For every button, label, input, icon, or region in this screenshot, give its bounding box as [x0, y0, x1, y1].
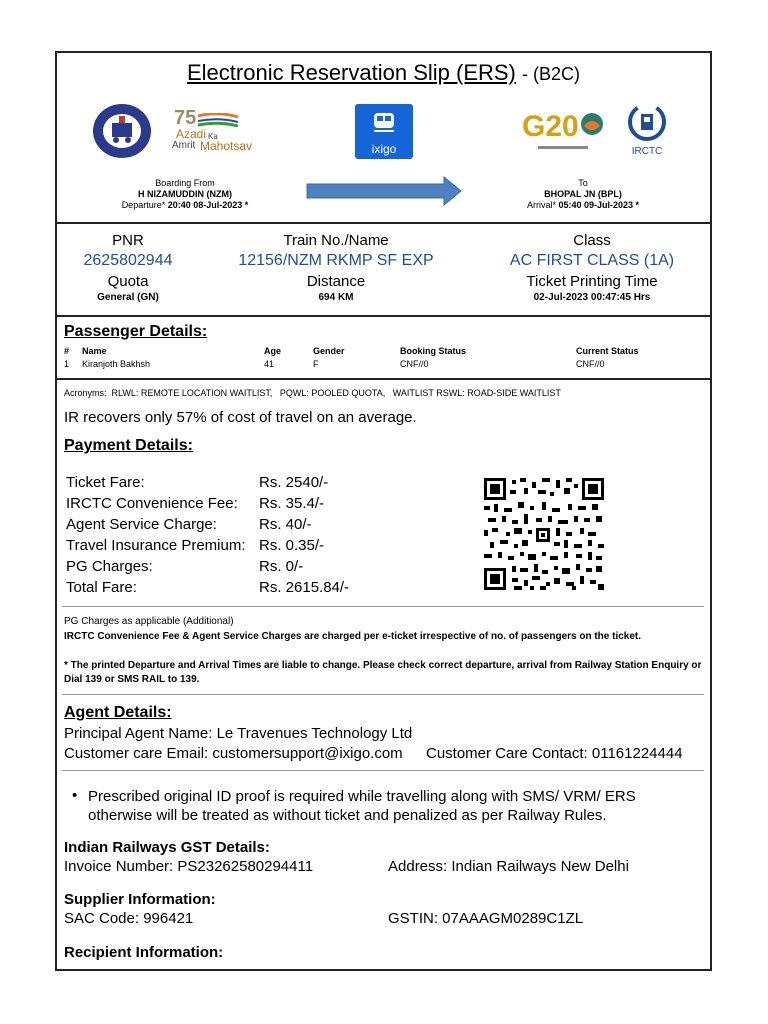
- pnr-label: PNR: [112, 232, 144, 249]
- class-label: Class: [573, 232, 611, 249]
- passenger-cell: 41: [264, 359, 275, 369]
- title-main: Electronic Reservation Slip (ERS): [186, 60, 516, 85]
- destination-block: [488, 178, 678, 211]
- passenger-cell: CNF//0: [400, 359, 429, 369]
- sac-code: SAC Code: 996421: [64, 910, 194, 927]
- qr-code-icon: [484, 478, 604, 590]
- cost-note: IR recovers only 57% of cost of travel on an average.: [64, 409, 417, 426]
- train-label: Train No./Name: [283, 232, 389, 249]
- pnr-value: 2625802944: [83, 252, 173, 269]
- convenience-fee-note: IRCTC Convenience Fee & Agent Service Charges are charged per e-ticket irrespective of no. of passengers on the ticket.: [64, 631, 642, 642]
- payment-label: Ticket Fare:: [66, 474, 145, 491]
- payment-value: Rs. 40/-: [259, 516, 312, 533]
- distance-value: 694 KM: [318, 292, 354, 303]
- passenger-col-gender: Gender: [313, 346, 345, 356]
- distance-label: Distance: [306, 273, 366, 290]
- indian-railways-logo: [92, 103, 152, 159]
- quota-label: Quota: [107, 273, 149, 290]
- print-time-value: 02-Jul-2023 00:47:45 Hrs: [533, 292, 651, 303]
- divider: [56, 222, 711, 224]
- recipient-heading: Recipient Information:: [64, 944, 224, 961]
- passenger-cell: CNF//0: [576, 359, 605, 369]
- passenger-col-current-status: Current Status: [576, 346, 639, 356]
- payment-value: Rs. 2540/-: [259, 474, 329, 491]
- divider: [62, 770, 704, 771]
- arrival-label: Arrival*: [526, 200, 556, 210]
- payment-label: Total Fare:: [66, 579, 137, 596]
- destination-station: BHOPAL JN (BPL): [544, 189, 622, 199]
- payment-value: Rs. 2615.84/-: [259, 579, 350, 596]
- divider: [62, 606, 704, 607]
- gstin: GSTIN: 07AAAGM0289C1ZL: [388, 910, 584, 927]
- ixigo-logo: ixigo: [355, 104, 413, 159]
- divider: [56, 378, 711, 380]
- payment-value: Rs. 0.35/-: [259, 537, 325, 554]
- globe-lotus-icon: [580, 112, 604, 136]
- payment-label: Travel Insurance Premium:: [66, 537, 246, 554]
- page-title: [57, 60, 710, 86]
- journey-arrow-icon: [306, 176, 462, 206]
- principal-agent: Principal Agent Name: Le Travenues Technology Ltd: [64, 725, 413, 742]
- g20-logo: G20: [522, 110, 606, 154]
- train-icon: [372, 112, 396, 134]
- irctc-logo: IRCTC: [622, 102, 672, 160]
- passenger-col-index: #: [64, 346, 70, 356]
- boarding-from-label: Boarding From: [155, 178, 215, 188]
- acronyms-note: Acronyms: RLWL: REMOTE LOCATION WAITLIST, PQWL: POOLED QUOTA, WAITLIST RSWL: ROAD-SIDE WAITLIST: [64, 388, 561, 398]
- quota-value: General (GN): [97, 292, 159, 303]
- supplier-heading: Supplier Information:: [64, 891, 216, 908]
- agent-details-heading: Agent Details:: [64, 704, 172, 721]
- payment-value: Rs. 35.4/-: [259, 495, 325, 512]
- class-value: AC FIRST CLASS (1A): [509, 252, 675, 269]
- invoice-number: Invoice Number: PS23262580294411: [64, 858, 314, 875]
- timing-note: * The printed Departure and Arrival Times are liable to change. Please check correct departure, arrival from Railway Station Enquiry or Dial 139 or SMS RAIL to 139.: [64, 660, 702, 685]
- divider: [62, 694, 704, 695]
- id-proof-note: Prescribed original ID proof is required while travelling along with SMS/ VRM/ ERS otherwise will be treated as without ticket and penalized as per Railway Rules.: [88, 788, 636, 824]
- customer-care-contact: Customer Care Contact: 01161224444: [426, 745, 683, 762]
- azadi-ka-amrit-mahotsav-logo: 75 Azadi Ka Amrit Mahotsav: [172, 107, 253, 153]
- print-time-label: Ticket Printing Time: [526, 273, 658, 290]
- title-suffix: - (B2C): [522, 64, 581, 84]
- train-value: 12156/NZM RKMP SF EXP: [238, 252, 434, 269]
- pg-charges-note: PG Charges as applicable (Additional): [64, 616, 234, 627]
- departure-label: Departure*: [121, 200, 166, 210]
- passenger-col-name: Name: [82, 346, 107, 356]
- passenger-col-age: Age: [264, 346, 282, 356]
- passenger-cell: F: [313, 359, 319, 369]
- payment-label: IRCTC Convenience Fee:: [66, 495, 238, 512]
- gst-address: Address: Indian Railways New Delhi: [388, 858, 629, 875]
- passenger-col-booking-status: Booking Status: [400, 346, 467, 356]
- boarding-from-block: [90, 178, 280, 211]
- payment-label: PG Charges:: [66, 558, 153, 575]
- bullet-icon: •: [72, 787, 78, 804]
- arrival-time: 05:40 09-Jul-2023 *: [558, 200, 640, 210]
- departure-time: 20:40 08-Jul-2023 *: [167, 200, 249, 210]
- passenger-cell: 1: [64, 359, 70, 369]
- payment-value: Rs. 0/-: [259, 558, 304, 575]
- to-label: To: [578, 178, 588, 188]
- boarding-station: H NIZAMUDDIN (NZM): [138, 189, 232, 199]
- passenger-details-heading: Passenger Details:: [64, 323, 208, 340]
- gst-heading: Indian Railways GST Details:: [64, 839, 270, 856]
- passenger-cell: Kiranjoth Bakhsh: [82, 359, 151, 369]
- divider: [56, 315, 711, 317]
- customer-care-email: Customer care Email: customersupport@ixigo.com: [64, 745, 403, 762]
- payment-details-heading: Payment Details:: [64, 437, 193, 454]
- payment-label: Agent Service Charge:: [66, 516, 217, 533]
